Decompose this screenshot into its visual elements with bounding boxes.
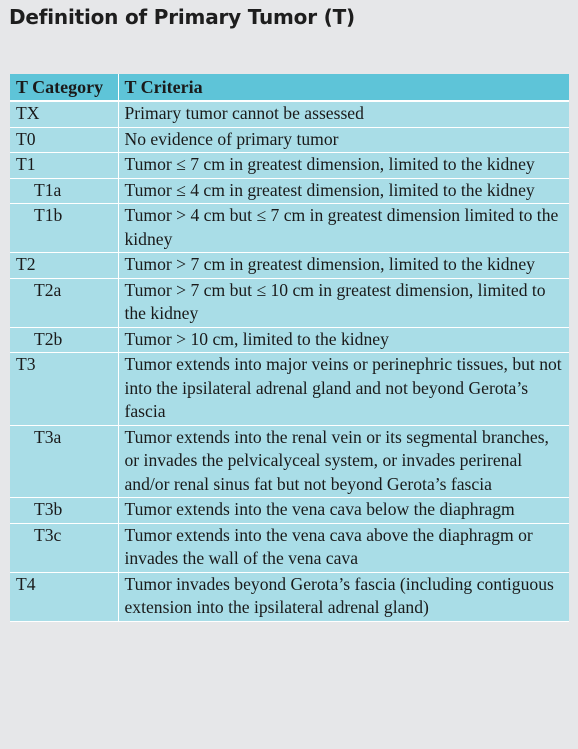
table-row: [10, 523, 569, 572]
t-criteria-cell: Tumor > 7 cm in greatest dimension, limited to the kidney: [118, 253, 569, 279]
t-criteria-cell: Tumor extends into the vena cava above the diaphragm or invades the wall of the vena cava: [118, 523, 569, 572]
tumor-definition-table: [10, 74, 569, 622]
t-criteria-cell: Tumor > 10 cm, limited to the kidney: [118, 327, 569, 353]
table-row: [10, 327, 569, 353]
t-category-cell: T4: [10, 572, 118, 621]
page-title: Definition of Primary Tumor (T): [9, 5, 355, 29]
t-category-cell: T3: [10, 353, 118, 426]
t-criteria-cell: Tumor > 7 cm but ≤ 10 cm in greatest dimension, limited to the kidney: [118, 278, 569, 327]
t-category-cell: T2b: [10, 327, 118, 353]
t-criteria-cell: No evidence of primary tumor: [118, 127, 569, 153]
table-row: [10, 204, 569, 253]
t-criteria-cell: Tumor invades beyond Gerota’s fascia (including contiguous extension into the ipsilateral adrenal gland): [118, 572, 569, 621]
table-header: [10, 74, 569, 101]
table-row: [10, 127, 569, 153]
tumor-definition-table-container: [10, 74, 569, 622]
column-header-t-category: T Category: [10, 74, 118, 101]
t-criteria-cell: Primary tumor cannot be assessed: [118, 101, 569, 127]
table-row: [10, 278, 569, 327]
t-criteria-cell: Tumor extends into the vena cava below the diaphragm: [118, 498, 569, 524]
table-row: [10, 153, 569, 179]
t-category-cell: T2a: [10, 278, 118, 327]
t-criteria-cell: Tumor extends into major veins or perinephric tissues, but not into the ipsilateral adrenal gland and not beyond Gerota’s fascia: [118, 353, 569, 426]
header-row: [10, 74, 569, 101]
table-row: [10, 101, 569, 127]
t-category-cell: T1b: [10, 204, 118, 253]
table-row: [10, 178, 569, 204]
t-category-cell: T2: [10, 253, 118, 279]
t-criteria-cell: Tumor ≤ 4 cm in greatest dimension, limited to the kidney: [118, 178, 569, 204]
t-criteria-cell: Tumor ≤ 7 cm in greatest dimension, limited to the kidney: [118, 153, 569, 179]
t-criteria-cell: Tumor > 4 cm but ≤ 7 cm in greatest dimension limited to the kidney: [118, 204, 569, 253]
t-category-cell: TX: [10, 101, 118, 127]
table-row: [10, 498, 569, 524]
table-row: [10, 425, 569, 498]
table-row: [10, 572, 569, 621]
table-row: [10, 353, 569, 426]
t-category-cell: T0: [10, 127, 118, 153]
t-category-cell: T3c: [10, 523, 118, 572]
table-body: [10, 101, 569, 621]
t-category-cell: T3b: [10, 498, 118, 524]
t-category-cell: T3a: [10, 425, 118, 498]
t-category-cell: T1: [10, 153, 118, 179]
table-row: [10, 253, 569, 279]
t-criteria-cell: Tumor extends into the renal vein or its segmental branches, or invades the pelvicalyceal system, or invades perirenal and/or renal sinus fat but not beyond Gerota’s fascia: [118, 425, 569, 498]
t-category-cell: T1a: [10, 178, 118, 204]
column-header-t-criteria: T Criteria: [118, 74, 569, 101]
